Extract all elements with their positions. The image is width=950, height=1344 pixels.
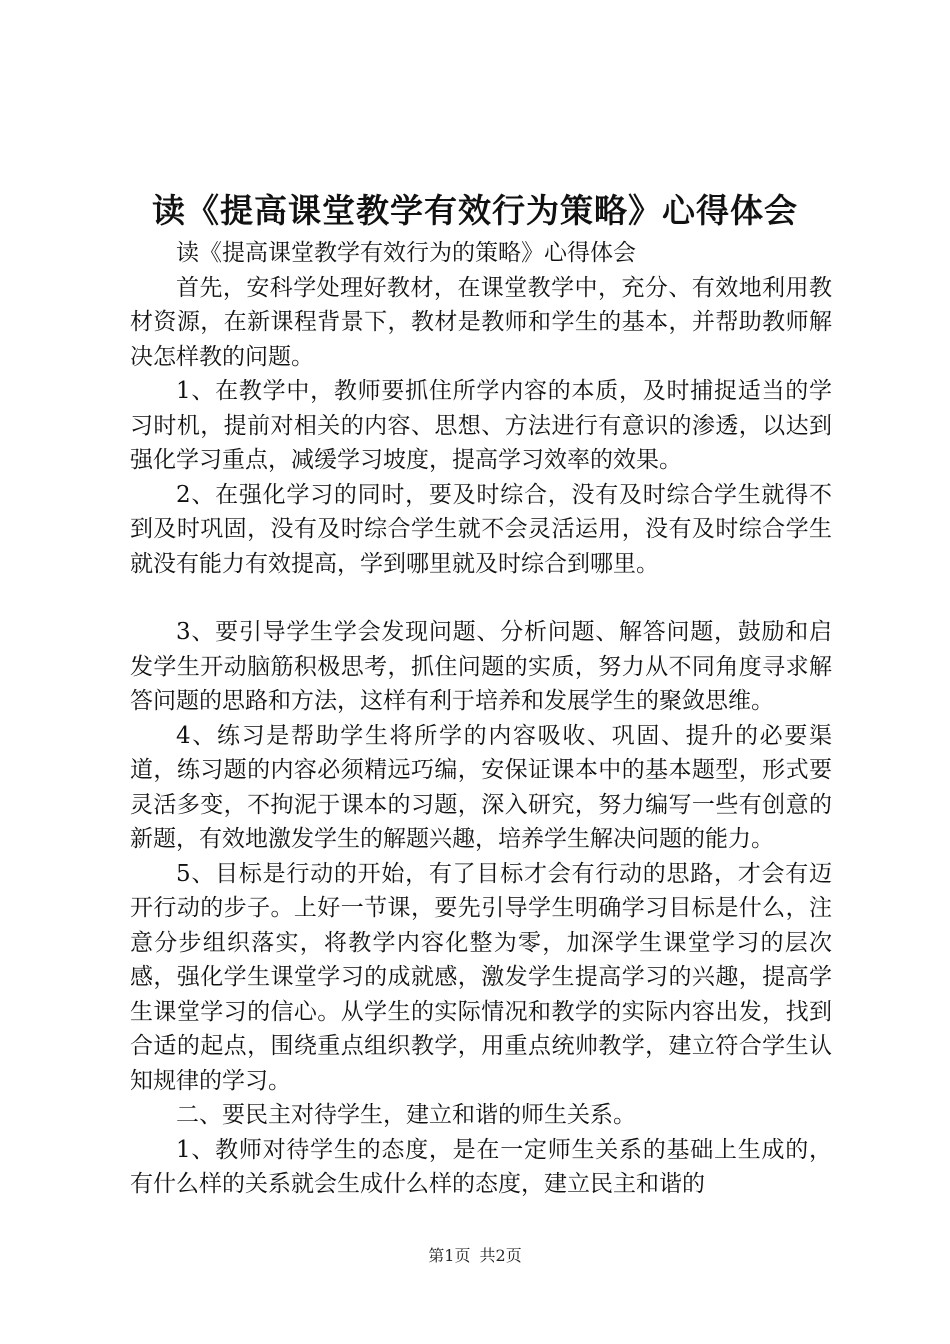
page-total: 共2页 [479,1246,522,1265]
paragraph-5: 5、目标是行动的开始，有了目标才会有行动的思路，才会有迈开行动的步子。上好一节课，要先引导学生明确学习目标是什么，注意分步组织落实，将教学内容化整为零，加深学生课堂学习的层次感，强化学生课堂学习的成就感，激发学生提高学习的兴趣，提高学生课堂学习的信心。从学生的实际情况和教学的实际内容出发，找到合适的起点，围绕重点组织教学，用重点统帅教学，建立符合学生认知规律的学习。 [130,860,832,1094]
paragraph-4: 4、练习是帮助学生将所学的内容吸收、巩固、提升的必要渠道，练习题的内容必须精远巧编，安保证课本中的基本题型，形式要灵活多变，不拘泥于课本的习题，深入研究，努力编写一些有创意的新题，有效地激发学生的解题兴趣，培养学生解决问题的能力。 [130,722,832,852]
paragraph-1: 1、在教学中，教师要抓住所学内容的本质，及时捕捉适当的学习时机，提前对相关的内容、思想、方法进行有意识的渗透，以达到强化学习重点，减缓学习坡度，提高学习效率的效果。 [130,378,832,473]
page-footer [0,1243,950,1266]
document-subtitle: 读《提高课堂教学有效行为的策略》心得体会 [176,240,636,266]
section-heading-2: 二、要民主对待学生，建立和谐的师生关系。 [176,1102,636,1128]
paragraph-2: 2、在强化学习的同时，要及时综合，没有及时综合学生就得不到及时巩固，没有及时综合学生就不会灵活运用，没有及时综合学生就没有能力有效提高，学到哪里就及时综合到哪里。 [130,481,832,577]
paragraph-intro: 首先，安科学处理好教材，在课堂教学中，充分、有效地利用教材资源，在新课程背景下，教材是教师和学生的基本，并帮助教师解决怎样教的问题。 [130,274,832,370]
document-body [130,236,832,1202]
paragraph-3: 3、要引导学生学会发现问题、分析问题、解答问题，鼓励和启发学生开动脑筋积极思考，抓住问题的实质，努力从不同角度寻求解答问题的思路和方法，这样有利于培养和发展学生的聚敛思维。 [130,619,832,714]
paragraph-section2-1: 1、教师对待学生的态度，是在一定师生关系的基础上生成的，有什么样的关系就会生成什么样的态度，建立民主和谐的 [130,1136,832,1197]
page-number: 第1页 [428,1246,471,1265]
document-title: 读《提高课堂教学有效行为策略》心得体会 [152,191,798,230]
